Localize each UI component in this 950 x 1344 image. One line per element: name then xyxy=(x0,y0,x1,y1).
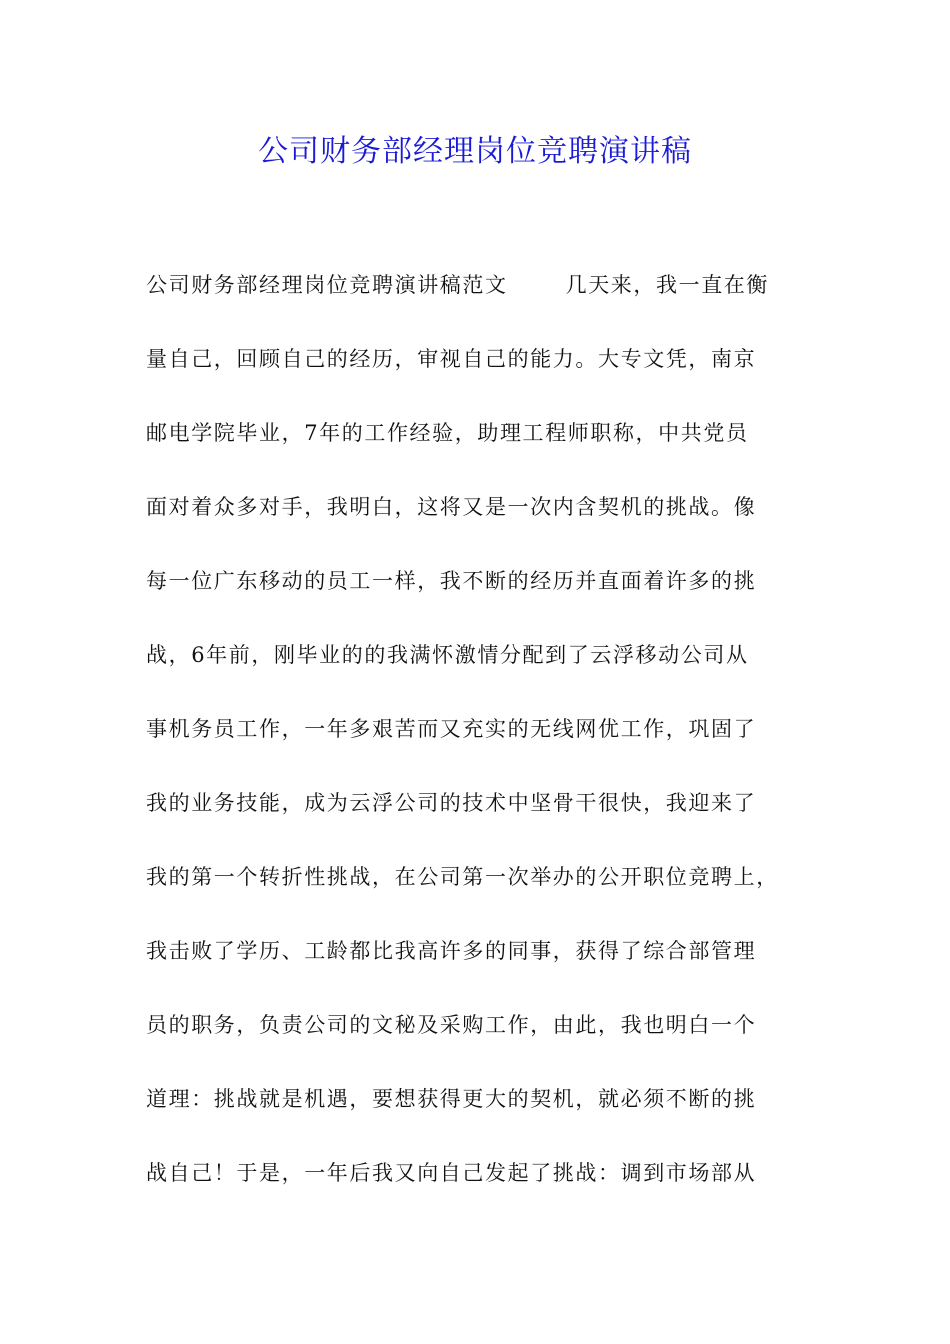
paragraph-line: 我的业务技能，成为云浮公司的技术中坚骨干很快，我迎来了 xyxy=(146,791,757,815)
paragraph-heading: 公司财务部经理岗位竞聘演讲稿范文 xyxy=(146,273,508,297)
paragraph-line: 我击败了学历、工龄都比我高许多的同事，获得了综合部管理 xyxy=(146,939,757,963)
paragraph-line: 量自己，回顾自己的经历，审视自己的能力。大专文凭，南京 xyxy=(146,347,757,371)
paragraph-line: 战，6年前，刚毕业的的我满怀激情分配到了云浮移动公司从 xyxy=(146,643,749,667)
paragraph-line xyxy=(146,258,826,332)
paragraph-line: 战自己！于是，一年后我又向自己发起了挑战：调到市场部从 xyxy=(146,1161,757,1185)
paragraph-line-text: 几天来，我一直在衡 xyxy=(565,273,770,297)
document-title: 公司财务部经理岗位竞聘演讲稿 xyxy=(258,134,692,169)
document-body xyxy=(146,258,826,1220)
paragraph-line: 面对着众多对手，我明白，这将又是一次内含契机的挑战。像 xyxy=(146,495,757,519)
paragraph-line: 我的第一个转折性挑战，在公司第一次举办的公开职位竞聘上， xyxy=(146,865,779,889)
paragraph-line: 员的职务，负责公司的文秘及采购工作，由此，我也明白一个 xyxy=(146,1013,757,1037)
paragraph-line: 事机务员工作，一年多艰苦而又充实的无线网优工作，巩固了 xyxy=(146,717,757,741)
paragraph-line: 每一位广东移动的员工一样，我不断的经历并直面着许多的挑 xyxy=(146,569,757,593)
paragraph-line: 邮电学院毕业，7年的工作经验，助理工程师职称，中共党员 xyxy=(146,421,749,445)
paragraph-line: 道理：挑战就是机遇，要想获得更大的契机，就必须不断的挑 xyxy=(146,1087,757,1111)
